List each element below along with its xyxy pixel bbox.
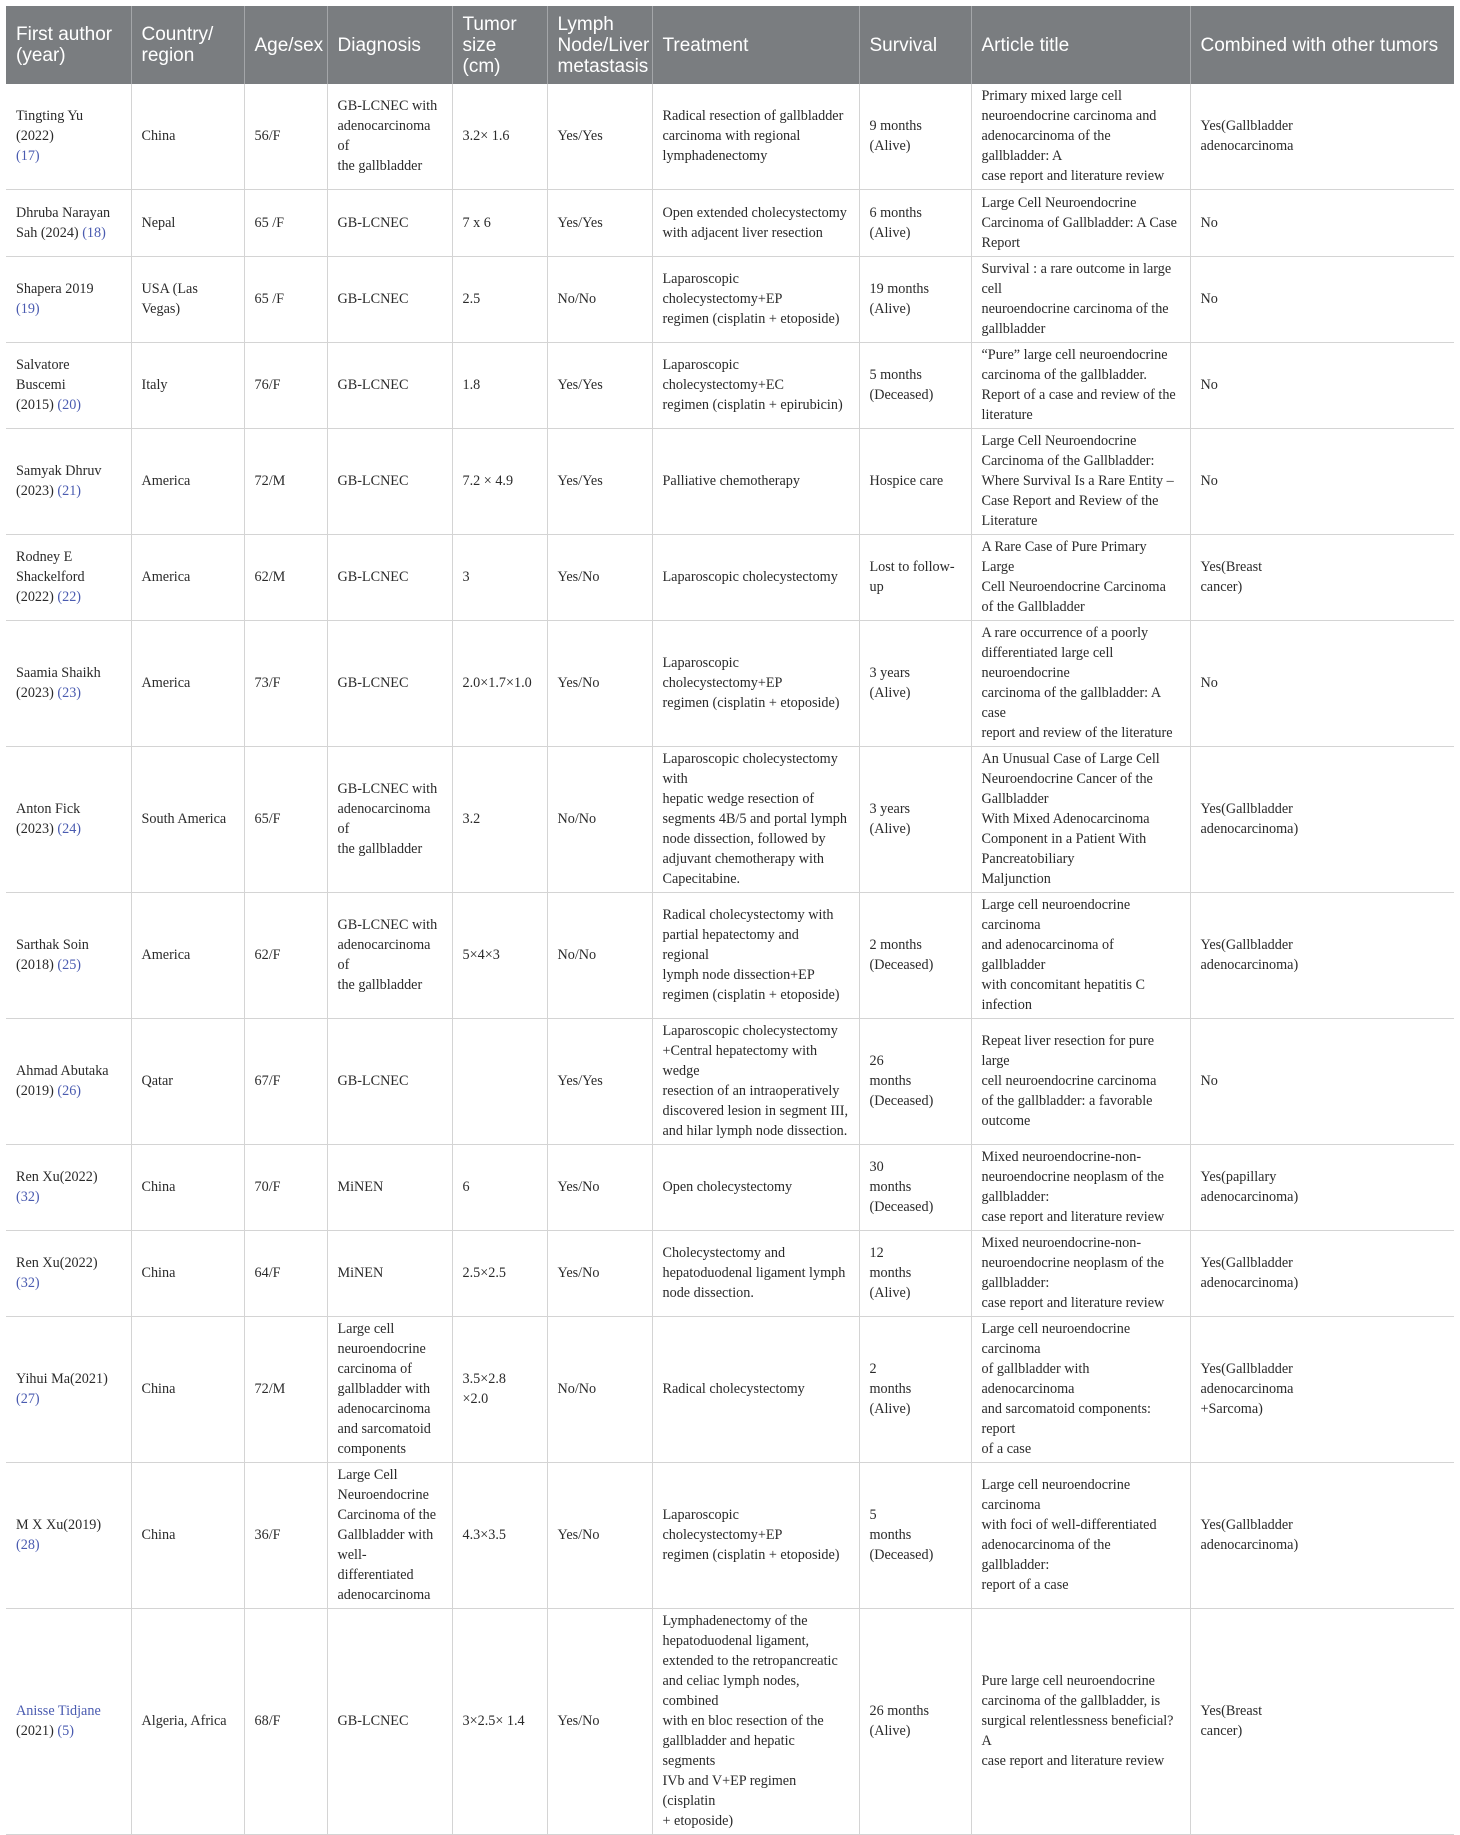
reference-link[interactable]: (25) [57, 957, 82, 973]
table-row [6, 893, 1454, 1019]
metastasis-cell: Yes/Yes [547, 190, 652, 257]
metastasis-cell: Yes/Yes [547, 84, 652, 190]
diagnosis-cell: GB-LCNEC with adenocarcinoma of the gallbladder [327, 747, 452, 893]
article-title-cell: Large Cell Neuroendocrine Carcinoma of the Gallbladder: Where Survival Is a Rare Entity – Case Report and Review of the Literature [971, 429, 1190, 535]
combined-tumors-cell: Yes(Gallbladder adenocarcinoma +Sarcoma) [1190, 1317, 1454, 1463]
author-name: Shapera 2019 [16, 281, 94, 297]
age-sex-cell: 36/F [244, 1463, 327, 1609]
treatment-cell: Laparoscopic cholecystectomy with hepatic wedge resection of segments 4B/5 and portal lymph node dissection, followed by adjuvant chemotherapy with Capecitabine. [652, 747, 859, 893]
country-cell: Nepal [131, 190, 244, 257]
reference-link[interactable]: (21) [57, 483, 82, 499]
treatment-cell: Laparoscopic cholecystectomy +Central hepatectomy with wedge resection of an intraoperatively discovered lesion in segment III, and hilar lymph node dissection. [652, 1019, 859, 1145]
author-name: Yihui Ma(2021) [16, 1371, 108, 1387]
diagnosis-cell: MiNEN [327, 1145, 452, 1231]
diagnosis-cell: GB-LCNEC with adenocarcinoma of the gallbladder [327, 84, 452, 190]
country-cell: China [131, 1145, 244, 1231]
tumor-size-cell: 3.2× 1.6 [452, 84, 547, 190]
reference-link[interactable]: (19) [16, 301, 40, 317]
age-sex-cell: 67/F [244, 1019, 327, 1145]
author-name: Tingting Yu (2022) [16, 108, 84, 144]
survival-cell: Hospice care [859, 429, 971, 535]
author-cell [6, 429, 131, 535]
treatment-cell: Laparoscopic cholecystectomy [652, 535, 859, 621]
diagnosis-cell: Large cell neuroendocrine carcinoma of gallbladder with adenocarcinoma and sarcomatoid components [327, 1317, 452, 1463]
author-name: Saamia Shaikh (2023) [16, 665, 101, 701]
country-cell: America [131, 893, 244, 1019]
article-title-cell: Survival : a rare outcome in large cell neuroendocrine carcinoma of the gallbladder [971, 257, 1190, 343]
country-cell: America [131, 429, 244, 535]
combined-tumors-cell: No [1190, 257, 1454, 343]
author-cell [6, 1317, 131, 1463]
table-body [6, 84, 1454, 1835]
tumor-size-cell: 3 [452, 535, 547, 621]
author-name: Ren Xu(2022) [16, 1255, 98, 1271]
diagnosis-cell: GB-LCNEC [327, 429, 452, 535]
author-name: (2021) [16, 1723, 54, 1739]
country-cell: South America [131, 747, 244, 893]
tumor-size-cell: 2.0×1.7×1.0 [452, 621, 547, 747]
country-cell: Algeria, Africa [131, 1609, 244, 1835]
age-sex-cell: 72/M [244, 1317, 327, 1463]
table-row [6, 621, 1454, 747]
survival-cell: Lost to follow-up [859, 535, 971, 621]
combined-tumors-cell: Yes(Gallbladder adenocarcinoma) [1190, 1231, 1454, 1317]
country-cell: America [131, 621, 244, 747]
survival-cell: 2 months (Alive) [859, 1317, 971, 1463]
author-cell [6, 747, 131, 893]
reference-link[interactable]: (23) [57, 685, 82, 701]
survival-cell: 30 months (Deceased) [859, 1145, 971, 1231]
metastasis-cell: Yes/Yes [547, 1019, 652, 1145]
age-sex-cell: 68/F [244, 1609, 327, 1835]
survival-cell: 5 months (Deceased) [859, 1463, 971, 1609]
author-cell [6, 621, 131, 747]
tumor-size-cell: 7.2 × 4.9 [452, 429, 547, 535]
header-row [6, 6, 1454, 84]
author-cell [6, 257, 131, 343]
table-row [6, 1019, 1454, 1145]
article-title-cell: Mixed neuroendocrine-non- neuroendocrine neoplasm of the gallbladder: case report and literature review [971, 1145, 1190, 1231]
author-cell [6, 1145, 131, 1231]
combined-tumors-cell: No [1190, 190, 1454, 257]
tumor-size-cell: 3.5×2.8 ×2.0 [452, 1317, 547, 1463]
survival-cell: 26 months (Deceased) [859, 1019, 971, 1145]
combined-tumors-cell: Yes(Gallbladder adenocarcinoma) [1190, 1463, 1454, 1609]
reference-link[interactable]: (28) [16, 1537, 40, 1553]
country-cell: China [131, 1463, 244, 1609]
table-row [6, 257, 1454, 343]
tumor-size-cell: 1.8 [452, 343, 547, 429]
combined-tumors-cell: No [1190, 1019, 1454, 1145]
author-cell [6, 1463, 131, 1609]
treatment-cell: Laparoscopic cholecystectomy+EP regimen (cisplatin + etoposide) [652, 621, 859, 747]
reference-link[interactable]: (32) [16, 1275, 40, 1291]
author-name: Ahmad Abutaka (2019) [16, 1063, 109, 1099]
author-cell [6, 535, 131, 621]
metastasis-cell: Yes/Yes [547, 429, 652, 535]
article-title-cell: Primary mixed large cell neuroendocrine carcinoma and adenocarcinoma of the gallbladder: A case report and literature review [971, 84, 1190, 190]
author-cell [6, 1019, 131, 1145]
reference-link[interactable]: (18) [82, 224, 106, 241]
survival-cell: 6 months (Alive) [859, 190, 971, 257]
author-name: Sarthak Soin (2018) [16, 937, 89, 973]
table-row [6, 1463, 1454, 1609]
reference-link[interactable]: (27) [16, 1391, 40, 1407]
age-sex-cell: 65/F [244, 747, 327, 893]
article-title-cell: A Rare Case of Pure Primary Large Cell Neuroendocrine Carcinoma of the Gallbladder [971, 535, 1190, 621]
combined-tumors-cell: Yes(Gallbladder adenocarcinoma) [1190, 747, 1454, 893]
col-header-article-title: Article title [971, 6, 1190, 84]
treatment-cell: Palliative chemotherapy [652, 429, 859, 535]
diagnosis-cell: Large Cell Neuroendocrine Carcinoma of the Gallbladder with well-differentiated adenocarcinoma [327, 1463, 452, 1609]
article-title-cell: Mixed neuroendocrine-non- neuroendocrine neoplasm of the gallbladder: case report and literature review [971, 1231, 1190, 1317]
table-row [6, 1231, 1454, 1317]
tumor-size-cell: 3×2.5× 1.4 [452, 1609, 547, 1835]
diagnosis-cell: GB-LCNEC [327, 621, 452, 747]
tumor-size-cell: 6 [452, 1145, 547, 1231]
survival-cell: 26 months (Alive) [859, 1609, 971, 1835]
col-header-treatment: Treatment [652, 6, 859, 84]
country-cell: Qatar [131, 1019, 244, 1145]
col-header-diagnosis: Diagnosis [327, 6, 452, 84]
treatment-cell: Radical resection of gallbladder carcinoma with regional lymphadenectomy [652, 84, 859, 190]
table-row [6, 1145, 1454, 1231]
metastasis-cell: Yes/No [547, 1145, 652, 1231]
treatment-cell: Laparoscopic cholecystectomy+EP regimen (cisplatin + etoposide) [652, 1463, 859, 1609]
author-name: Rodney E Shackelford (2022) [16, 549, 85, 605]
author-name: Ren Xu(2022) [16, 1169, 98, 1185]
author-name: Salvatore Buscemi (2015) [16, 357, 70, 413]
table-row [6, 1609, 1454, 1835]
combined-tumors-cell: No [1190, 429, 1454, 535]
survival-cell: 12 months (Alive) [859, 1231, 971, 1317]
table-row [6, 190, 1454, 257]
table-row [6, 1317, 1454, 1463]
country-cell: Italy [131, 343, 244, 429]
country-cell: China [131, 1231, 244, 1317]
age-sex-cell: 70/F [244, 1145, 327, 1231]
table-row [6, 429, 1454, 535]
metastasis-cell: Yes/No [547, 1463, 652, 1609]
case-report-table [6, 6, 1454, 1835]
author-name: M X Xu(2019) [16, 1517, 102, 1533]
tumor-size-cell: 2.5×2.5 [452, 1231, 547, 1317]
diagnosis-cell: GB-LCNEC [327, 343, 452, 429]
metastasis-cell: Yes/No [547, 535, 652, 621]
author-cell [6, 1231, 131, 1317]
author-name: Samyak Dhruv (2023) [16, 463, 102, 499]
table-row [6, 84, 1454, 190]
reference-link[interactable]: (32) [16, 1189, 40, 1205]
treatment-cell: Open extended cholecystectomy with adjacent liver resection [652, 190, 859, 257]
metastasis-cell: Yes/No [547, 1231, 652, 1317]
age-sex-cell: 73/F [244, 621, 327, 747]
article-title-cell: Large Cell Neuroendocrine Carcinoma of Gallbladder: A Case Report [971, 190, 1190, 257]
treatment-cell: Laparoscopic cholecystectomy+EP regimen (cisplatin + etoposide) [652, 257, 859, 343]
reference-link[interactable]: (5) [57, 1723, 74, 1739]
metastasis-cell: Yes/No [547, 1609, 652, 1835]
age-sex-cell: 62/F [244, 893, 327, 1019]
age-sex-cell: 64/F [244, 1231, 327, 1317]
age-sex-cell: 65 /F [244, 257, 327, 343]
combined-tumors-cell: Yes(Breast cancer) [1190, 1609, 1454, 1835]
country-cell: China [131, 84, 244, 190]
article-title-cell: Large cell neuroendocrine carcinoma of gallbladder with adenocarcinoma and sarcomatoid components: report of a case [971, 1317, 1190, 1463]
table-container [6, 6, 1454, 1835]
col-header-author: First author (year) [6, 6, 131, 84]
col-header-country: Country/ region [131, 6, 244, 84]
combined-tumors-cell: Yes(Gallbladder adenocarcinoma) [1190, 893, 1454, 1019]
metastasis-cell: Yes/Yes [547, 343, 652, 429]
country-cell: USA (Las Vegas) [131, 257, 244, 343]
metastasis-cell: Yes/No [547, 621, 652, 747]
metastasis-cell: No/No [547, 1317, 652, 1463]
author-cell [6, 343, 131, 429]
survival-cell: 2 months (Deceased) [859, 893, 971, 1019]
reference-link[interactable]: (17) [16, 148, 40, 164]
tumor-size-cell: 3.2 [452, 747, 547, 893]
article-title-cell: A rare occurrence of a poorly differentiated large cell neuroendocrine carcinoma of the gallbladder: A case report and review of the literature [971, 621, 1190, 747]
treatment-cell: Lymphadenectomy of the hepatoduodenal ligament, extended to the retropancreatic and celiac lymph nodes, combined with en bloc resection of the gallbladder and hepatic segments IVb and V+EP regimen (cisplatin + etoposide) [652, 1609, 859, 1835]
col-header-metastasis: Lymph Node/Liver metastasis [547, 6, 652, 84]
tumor-size-cell: 2.5 [452, 257, 547, 343]
diagnosis-cell: GB-LCNEC [327, 1609, 452, 1835]
tumor-size-cell [452, 1019, 547, 1145]
survival-cell: 9 months (Alive) [859, 84, 971, 190]
tumor-size-cell: 4.3×3.5 [452, 1463, 547, 1609]
country-cell: China [131, 1317, 244, 1463]
treatment-cell: Cholecystectomy and hepatoduodenal ligament lymph node dissection. [652, 1231, 859, 1317]
author-link[interactable]: Anisse Tidjane [16, 1703, 101, 1719]
diagnosis-cell: GB-LCNEC [327, 257, 452, 343]
reference-link[interactable]: (26) [57, 1083, 82, 1099]
age-sex-cell: 72/M [244, 429, 327, 535]
diagnosis-cell: MiNEN [327, 1231, 452, 1317]
combined-tumors-cell: Yes(papillary adenocarcinoma) [1190, 1145, 1454, 1231]
author-name: Dhruba Narayan Sah (2024) [16, 204, 111, 241]
article-title-cell: Large cell neuroendocrine carcinoma and adenocarcinoma of gallbladder with concomitant hepatitis C infection [971, 893, 1190, 1019]
article-title-cell: Pure large cell neuroendocrine carcinoma of the gallbladder, is surgical relentlessness beneficial? A case report and literature review [971, 1609, 1190, 1835]
combined-tumors-cell: Yes(Gallbladder adenocarcinoma [1190, 84, 1454, 190]
treatment-cell: Radical cholecystectomy with partial hepatectomy and regional lymph node dissection+EP regimen (cisplatin + etoposide) [652, 893, 859, 1019]
combined-tumors-cell: No [1190, 621, 1454, 747]
diagnosis-cell: GB-LCNEC [327, 535, 452, 621]
age-sex-cell: 62/M [244, 535, 327, 621]
combined-tumors-cell: No [1190, 343, 1454, 429]
treatment-cell: Laparoscopic cholecystectomy+EC regimen (cisplatin + epirubicin) [652, 343, 859, 429]
diagnosis-cell: GB-LCNEC [327, 1019, 452, 1145]
reference-link[interactable]: (20) [57, 397, 82, 413]
metastasis-cell: No/No [547, 257, 652, 343]
col-header-combined: Combined with other tumors [1190, 6, 1454, 84]
table-row [6, 747, 1454, 893]
author-cell [6, 84, 131, 190]
age-sex-cell: 56/F [244, 84, 327, 190]
tumor-size-cell: 7 x 6 [452, 190, 547, 257]
article-title-cell: Repeat liver resection for pure large cell neuroendocrine carcinoma of the gallbladder: a favorable outcome [971, 1019, 1190, 1145]
col-header-survival: Survival [859, 6, 971, 84]
table-row [6, 535, 1454, 621]
survival-cell: 3 years (Alive) [859, 747, 971, 893]
treatment-cell: Radical cholecystectomy [652, 1317, 859, 1463]
age-sex-cell: 76/F [244, 343, 327, 429]
table-row [6, 343, 1454, 429]
col-header-age-sex: Age/sex [244, 6, 327, 84]
treatment-cell: Open cholecystectomy [652, 1145, 859, 1231]
author-name: Anton Fick (2023) [16, 801, 81, 837]
diagnosis-cell: GB-LCNEC [327, 190, 452, 257]
author-cell [6, 190, 131, 257]
metastasis-cell: No/No [547, 747, 652, 893]
reference-link[interactable]: (24) [57, 821, 82, 837]
survival-cell: 3 years (Alive) [859, 621, 971, 747]
metastasis-cell: No/No [547, 893, 652, 1019]
survival-cell: 5 months (Deceased) [859, 343, 971, 429]
article-title-cell: “Pure” large cell neuroendocrine carcinoma of the gallbladder. Report of a case and review of the literature [971, 343, 1190, 429]
article-title-cell: An Unusual Case of Large Cell Neuroendocrine Cancer of the Gallbladder With Mixed Adenocarcinoma Component in a Patient With Pancreatobiliary Maljunction [971, 747, 1190, 893]
author-cell [6, 1609, 131, 1835]
country-cell: America [131, 535, 244, 621]
combined-tumors-cell: Yes(Breast cancer) [1190, 535, 1454, 621]
article-title-cell: Large cell neuroendocrine carcinoma with foci of well-differentiated adenocarcinoma of the gallbladder: report of a case [971, 1463, 1190, 1609]
survival-cell: 19 months (Alive) [859, 257, 971, 343]
reference-link[interactable]: (22) [57, 589, 82, 605]
diagnosis-cell: GB-LCNEC with adenocarcinoma of the gallbladder [327, 893, 452, 1019]
age-sex-cell: 65 /F [244, 190, 327, 257]
col-header-tumor-size: Tumor size (cm) [452, 6, 547, 84]
tumor-size-cell: 5×4×3 [452, 893, 547, 1019]
author-cell [6, 893, 131, 1019]
